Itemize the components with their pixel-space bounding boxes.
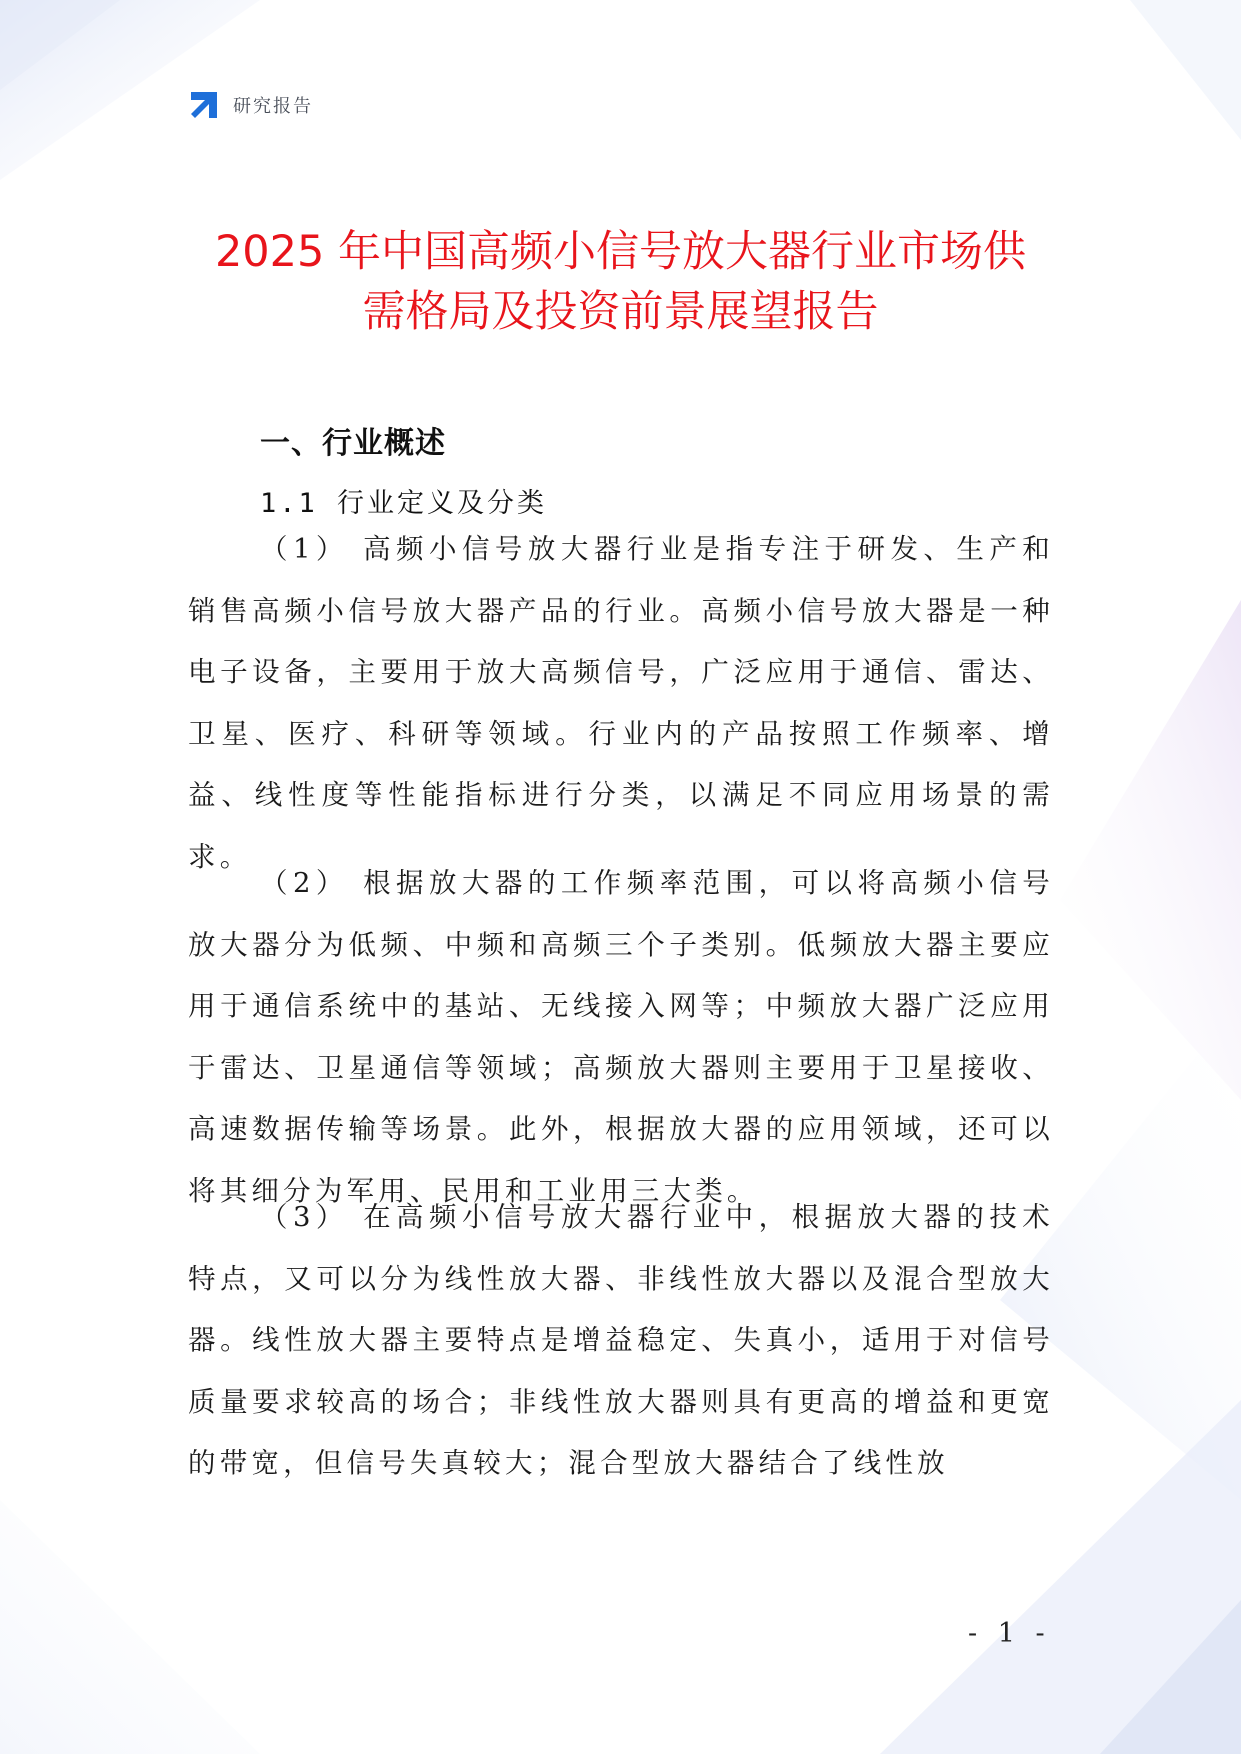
section-heading: 一、行业概述 xyxy=(260,426,446,461)
report-title-line-1: 2025 年中国高频小信号放大器行业市场供 xyxy=(214,227,1027,277)
paragraph-3: （3） 在高频小信号放大器行业中，根据放大器的技术特点，又可以分为线性放大器、非线性放大器以及混合型放大器。线性放大器主要特点是增益稳定、失真小，适用于对信号质量要求较高的场合；非线性放大器则具有更高的增益和更宽的带宽，但信号失真较大；混合型放大器结合了线性放 xyxy=(188,1201,1054,1479)
report-header xyxy=(187,88,313,122)
report-title-line-2: 需格局及投资前景展望报告 xyxy=(362,287,879,337)
subsection-heading: 1.1 行业定义及分类 xyxy=(260,488,548,519)
paragraph-1: （1） 高频小信号放大器行业是指专注于研发、生产和销售高频小信号放大器产品的行业。高频小信号放大器是一种电子设备，主要用于放大高频信号，广泛应用于通信、雷达、卫星、医疗、科研等领域。行业内的产品按照工作频率、增益、线性度等性能指标进行分类，以满足不同应用场景的需求。 xyxy=(188,533,1054,873)
arrow-up-right-icon xyxy=(187,88,221,122)
report-title xyxy=(140,222,1101,342)
page-number: - 1 - xyxy=(968,1618,1051,1649)
paragraph-2: （2） 根据放大器的工作频率范围，可以将高频小信号放大器分为低频、中频和高频三个子类别。低频放大器主要应用于通信系统中的基站、无线接入网等；中频放大器广泛应用于雷达、卫星通信等领域；高频放大器则主要用于卫星接收、高速数据传输等场景。此外，根据放大器的应用领域，还可以将其细分为军用、民用和工业用三大类。 xyxy=(188,867,1054,1207)
report-type-label: 研究报告 xyxy=(233,96,313,117)
